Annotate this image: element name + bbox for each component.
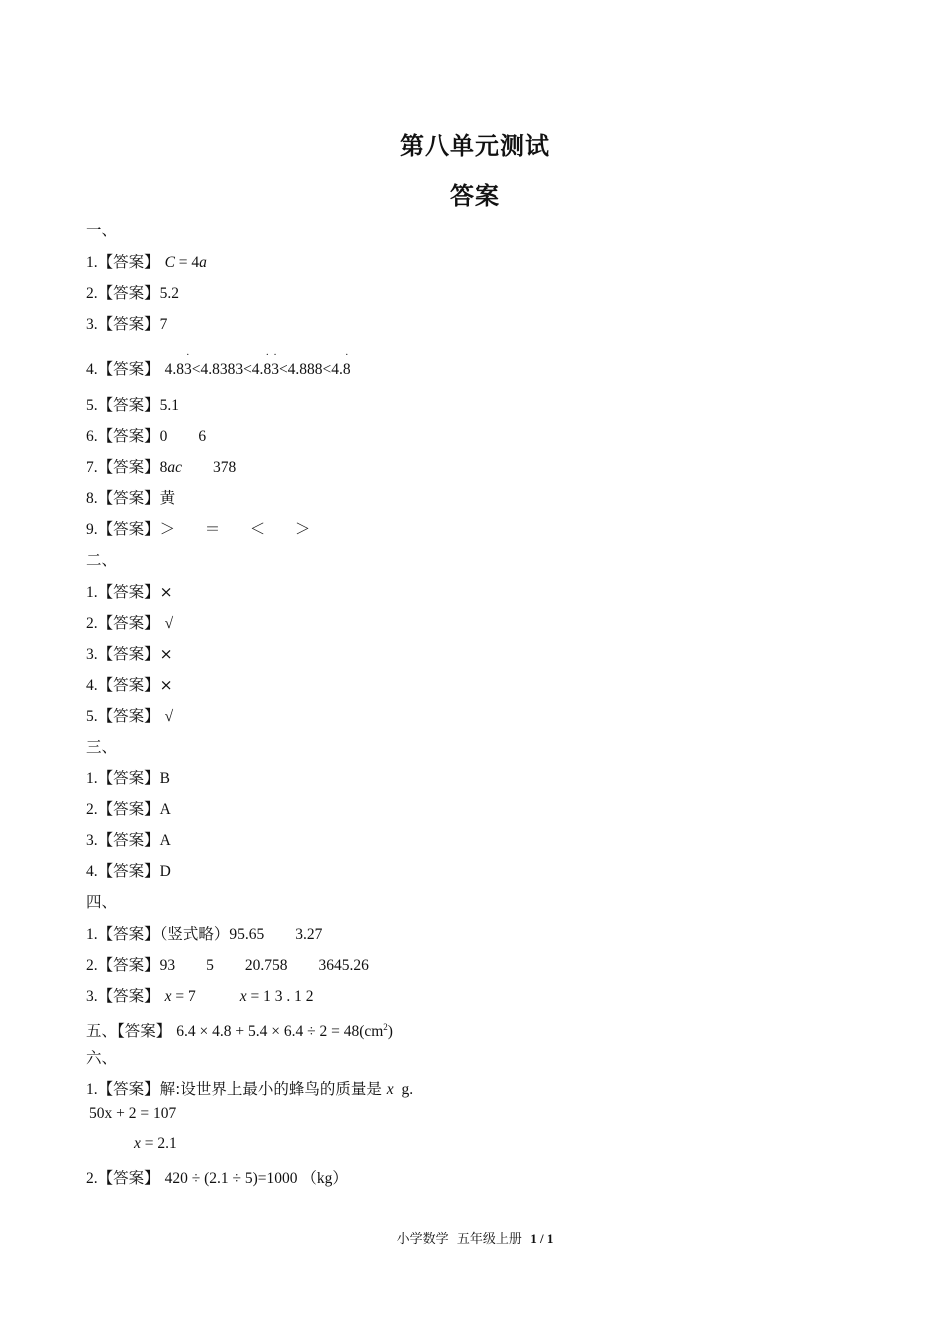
answer-tag: 【答案】 <box>97 315 160 333</box>
item-number: 7. <box>86 459 98 476</box>
answer-tag: 【答案】 <box>97 458 160 476</box>
answer-1-2 <box>86 283 179 304</box>
answer-tag: 【答案】 <box>117 1022 172 1041</box>
answer-value: = 7 <box>171 988 196 1005</box>
answer-1-4 <box>86 350 351 380</box>
answer-value: ) <box>387 1023 393 1041</box>
page-subtitle: 答案 <box>450 182 500 210</box>
answer-value: × <box>159 583 173 601</box>
answer-tag: 【答案】 <box>97 769 160 787</box>
superscript: 2 <box>383 1022 388 1032</box>
answer-value: 378 <box>182 459 237 476</box>
answer-value: x <box>239 988 247 1005</box>
answer-tag: 【答案】 <box>97 427 160 445</box>
repeating-digit: · 8 <box>263 350 272 378</box>
answer-2-2 <box>86 613 173 634</box>
item-number: 1. <box>86 926 98 943</box>
answer-3-3 <box>86 830 171 851</box>
answer-2-5 <box>86 706 173 727</box>
answer-tag: 【答案】 <box>97 583 160 601</box>
page-footer <box>0 1228 950 1247</box>
answer-tag: 【答案】 <box>97 614 160 632</box>
equation-line <box>134 1133 177 1154</box>
page-number: 1 / 1 <box>530 1231 554 1246</box>
section-5-heading: 五、 <box>86 1022 118 1041</box>
equation-line: 50x + 2 = 107 <box>89 1105 177 1122</box>
answer-value: x <box>134 1135 141 1152</box>
answer-value: 解:设世界上最小的蜂鸟的质量是 <box>159 1080 387 1098</box>
item-number: 8. <box>86 490 98 507</box>
answer-value: 420 ÷ (2.1 ÷ 5)=1000 （kg） <box>164 1170 348 1187</box>
repeating-digit: · 8 <box>342 350 351 378</box>
item-number: 3. <box>86 988 98 1005</box>
answer-6-1 <box>86 1079 413 1100</box>
answer-value: √ <box>164 615 174 632</box>
answer-value: <4.888<4. <box>278 361 343 378</box>
footer-text: 小学数学 五年级上册 <box>396 1232 531 1247</box>
item-number: 4. <box>86 361 98 378</box>
answer-tag: 【答案】 <box>97 396 160 414</box>
answer-value: 黄 <box>159 489 176 507</box>
answer-tag: 【答案】 <box>97 360 160 378</box>
answer-1-7 <box>86 457 236 478</box>
answer-tag: 【答案】 <box>97 800 160 818</box>
answer-tag: 【答案】 <box>97 520 160 538</box>
answer-value: = 4 <box>174 254 200 271</box>
answer-value: √ <box>164 708 174 725</box>
item-number: 4. <box>86 863 98 880</box>
item-number: 1. <box>86 254 98 271</box>
answer-tag: 【答案】 <box>97 862 160 880</box>
answer-tag: 【答案】 <box>97 489 160 507</box>
answer-tag: 【答案】 <box>97 676 160 694</box>
answer-2-3 <box>86 644 173 665</box>
item-number: 2. <box>86 957 98 974</box>
answer-value: g. <box>393 1081 414 1098</box>
answer-value: A <box>159 801 171 818</box>
item-number: 3. <box>86 832 98 849</box>
answer-4-3 <box>86 986 313 1007</box>
answer-value: 4.8 <box>164 361 184 378</box>
answer-value: 93 5 20.758 3645.26 <box>159 957 369 974</box>
item-number: 5. <box>86 397 98 414</box>
answer-1-8 <box>86 488 175 509</box>
answer-3-2 <box>86 799 171 820</box>
section-6-heading: 六、 <box>86 1049 118 1067</box>
section-4-heading: 四、 <box>86 893 118 911</box>
answer-tag: 【答案】 <box>97 253 160 271</box>
answer-tag: 【答案】 <box>97 831 160 849</box>
answer-tag: 【答案】 <box>97 987 160 1005</box>
answer-value: 6.4 × 4.8 + 5.4 × 6.4 ÷ 2 = 48(cm <box>176 1023 384 1041</box>
answer-tag: 【答案】 <box>97 1169 160 1187</box>
answer-value: ac <box>167 459 183 476</box>
item-number: 1. <box>86 1081 98 1098</box>
answer-value: 5.2 <box>159 285 180 302</box>
repeating-digit: · 3 <box>271 350 279 378</box>
answer-tag: 【答案】 <box>97 956 160 974</box>
answer-3-4 <box>86 861 171 882</box>
answer-value: a <box>199 254 207 271</box>
answer-3-1 <box>86 768 170 789</box>
answer-value: 5.1 <box>159 397 180 414</box>
answer-5 <box>86 1017 393 1042</box>
answer-value: x <box>164 988 172 1005</box>
answer-value: 7 <box>159 316 168 333</box>
answer-1-6 <box>86 426 206 447</box>
answer-value: × <box>159 645 173 663</box>
answer-4-1 <box>86 924 322 945</box>
answer-6-2 <box>86 1168 348 1189</box>
answer-value: ＞ ＝ ＜ ＞ <box>159 520 311 538</box>
item-number: 2. <box>86 801 98 818</box>
answer-1-9 <box>86 519 310 540</box>
answer-2-4 <box>86 675 173 696</box>
answer-tag: 【答案】 <box>97 645 160 663</box>
item-number: 2. <box>86 615 98 632</box>
item-number: 9. <box>86 521 98 538</box>
item-number: 2. <box>86 285 98 302</box>
answer-4-2 <box>86 955 369 976</box>
item-number: 1. <box>86 770 98 787</box>
section-3-heading: 三、 <box>86 738 118 756</box>
answer-value: D <box>159 863 171 880</box>
answer-value: × <box>159 676 173 694</box>
answer-value: <4.8383<4. <box>191 361 264 378</box>
answer-1-3 <box>86 314 167 335</box>
answer-1-5 <box>86 395 179 416</box>
answer-value: A <box>159 832 171 849</box>
answer-value: C <box>164 254 175 271</box>
answer-tag: 【答案】 <box>97 707 160 725</box>
answer-value: （竖式略）95.65 3.27 <box>159 926 323 943</box>
section-1-heading: 一、 <box>86 221 118 239</box>
answer-2-1 <box>86 582 173 603</box>
answer-value: 8 <box>159 459 168 476</box>
answer-tag: 【答案】 <box>97 284 160 302</box>
item-number: 4. <box>86 677 98 694</box>
answer-value: x <box>386 1081 394 1098</box>
answer-tag: 【答案】 <box>97 1080 160 1098</box>
page-title: 第八单元测试 <box>400 132 550 160</box>
answer-value: B <box>159 770 170 787</box>
answer-tag: 【答案】 <box>97 925 160 943</box>
item-number: 3. <box>86 646 98 663</box>
answer-value: = 1 3 . 1 2 <box>246 988 314 1005</box>
item-number: 3. <box>86 316 98 333</box>
answer-value: 0 6 <box>159 428 207 445</box>
item-number: 5. <box>86 708 98 725</box>
item-number: 1. <box>86 584 98 601</box>
repeating-digit: · 3 <box>183 350 192 378</box>
section-2-heading: 二、 <box>86 551 118 569</box>
item-number: 2. <box>86 1170 98 1187</box>
answer-1-1 <box>86 252 207 273</box>
item-number: 6. <box>86 428 98 445</box>
answer-value: = 2.1 <box>140 1135 177 1152</box>
